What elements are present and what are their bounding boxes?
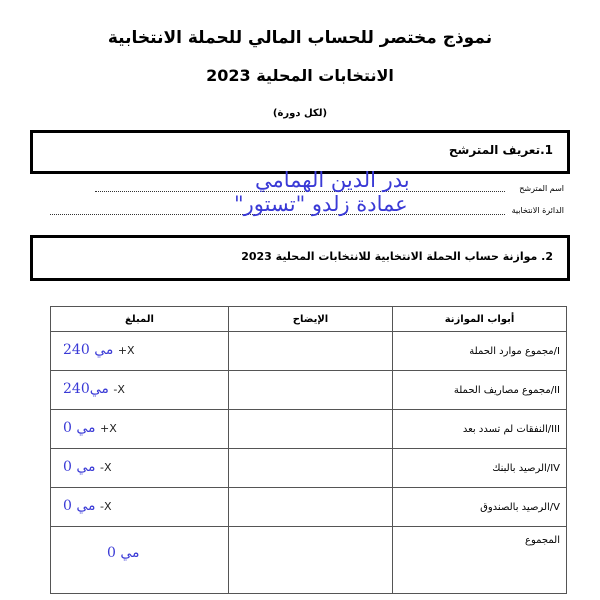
period-note: (لكل دورة): [272, 108, 328, 119]
explanation-cell[interactable]: [229, 488, 393, 527]
header-amount: المبلغ: [51, 307, 229, 332]
form-subtitle: الانتخابات المحلية 2023: [206, 66, 394, 85]
sign-mark: -X: [100, 461, 112, 474]
sign-mark: -X: [113, 383, 125, 396]
amount-cell[interactable]: [51, 371, 229, 410]
amount-unit: مي: [89, 381, 109, 397]
explanation-cell[interactable]: [229, 332, 393, 371]
total-amount-value: 0: [107, 545, 116, 561]
amount-cell[interactable]: [51, 332, 229, 371]
candidate-name-label: اسم المترشح: [519, 184, 564, 193]
table-row: [51, 332, 567, 371]
amount-unit: مي: [76, 498, 96, 514]
district-label: الدائرة الانتخابية: [511, 206, 564, 215]
section1-heading: 1.تعريف المترشح: [448, 143, 553, 157]
candidate-name-value[interactable]: بدر الدين الهمامي: [255, 168, 410, 192]
amount-value: 0: [63, 498, 72, 514]
header-budget-items: أبواب الموازنة: [393, 307, 567, 332]
explanation-cell[interactable]: [229, 371, 393, 410]
amount-cell[interactable]: [51, 410, 229, 449]
total-amount-cell[interactable]: [51, 527, 229, 594]
section2-heading: 2. موازنة حساب الحملة الانتخابية للانتخابات المحلية 2023: [241, 250, 553, 263]
table-row: [51, 449, 567, 488]
sign-mark: +X: [117, 344, 135, 357]
amount-cell[interactable]: [51, 449, 229, 488]
explanation-cell[interactable]: [229, 527, 393, 594]
table-row: [51, 371, 567, 410]
amount-unit: مي: [120, 545, 140, 561]
amount-unit: مي: [94, 342, 114, 358]
row-label: IV/الرصيد بالبنك: [393, 449, 567, 488]
row-label: I/مجموع موارد الحملة: [393, 332, 567, 371]
explanation-cell[interactable]: [229, 449, 393, 488]
amount-value: 240: [63, 342, 90, 358]
district-value[interactable]: عمادة زلدو "تستور": [234, 192, 408, 216]
sign-mark: +X: [100, 422, 117, 435]
table-row: [51, 488, 567, 527]
total-label: المجموع: [393, 527, 567, 594]
amount-value: 0: [63, 459, 72, 475]
table-row: [51, 410, 567, 449]
table-header-row: [51, 307, 567, 332]
amount-value: 0: [63, 420, 72, 436]
total-row: [51, 527, 567, 594]
amount-unit: مي: [76, 459, 96, 475]
row-label: III/النفقات لم تسدد بعد: [393, 410, 567, 449]
row-label: II/مجموع مصاريف الحملة: [393, 371, 567, 410]
section2-box: [30, 235, 570, 281]
explanation-cell[interactable]: [229, 410, 393, 449]
amount-value: 240: [63, 381, 90, 397]
amount-cell[interactable]: [51, 488, 229, 527]
sign-mark: -X: [100, 500, 112, 513]
budget-table: [50, 306, 567, 594]
header-explanation: الإيضاح: [229, 307, 393, 332]
form-title: نموذج مختصر للحساب المالي للحملة الانتخابية: [107, 28, 493, 48]
row-label: V/الرصيد بالصندوق: [393, 488, 567, 527]
amount-unit: مي: [76, 420, 96, 436]
